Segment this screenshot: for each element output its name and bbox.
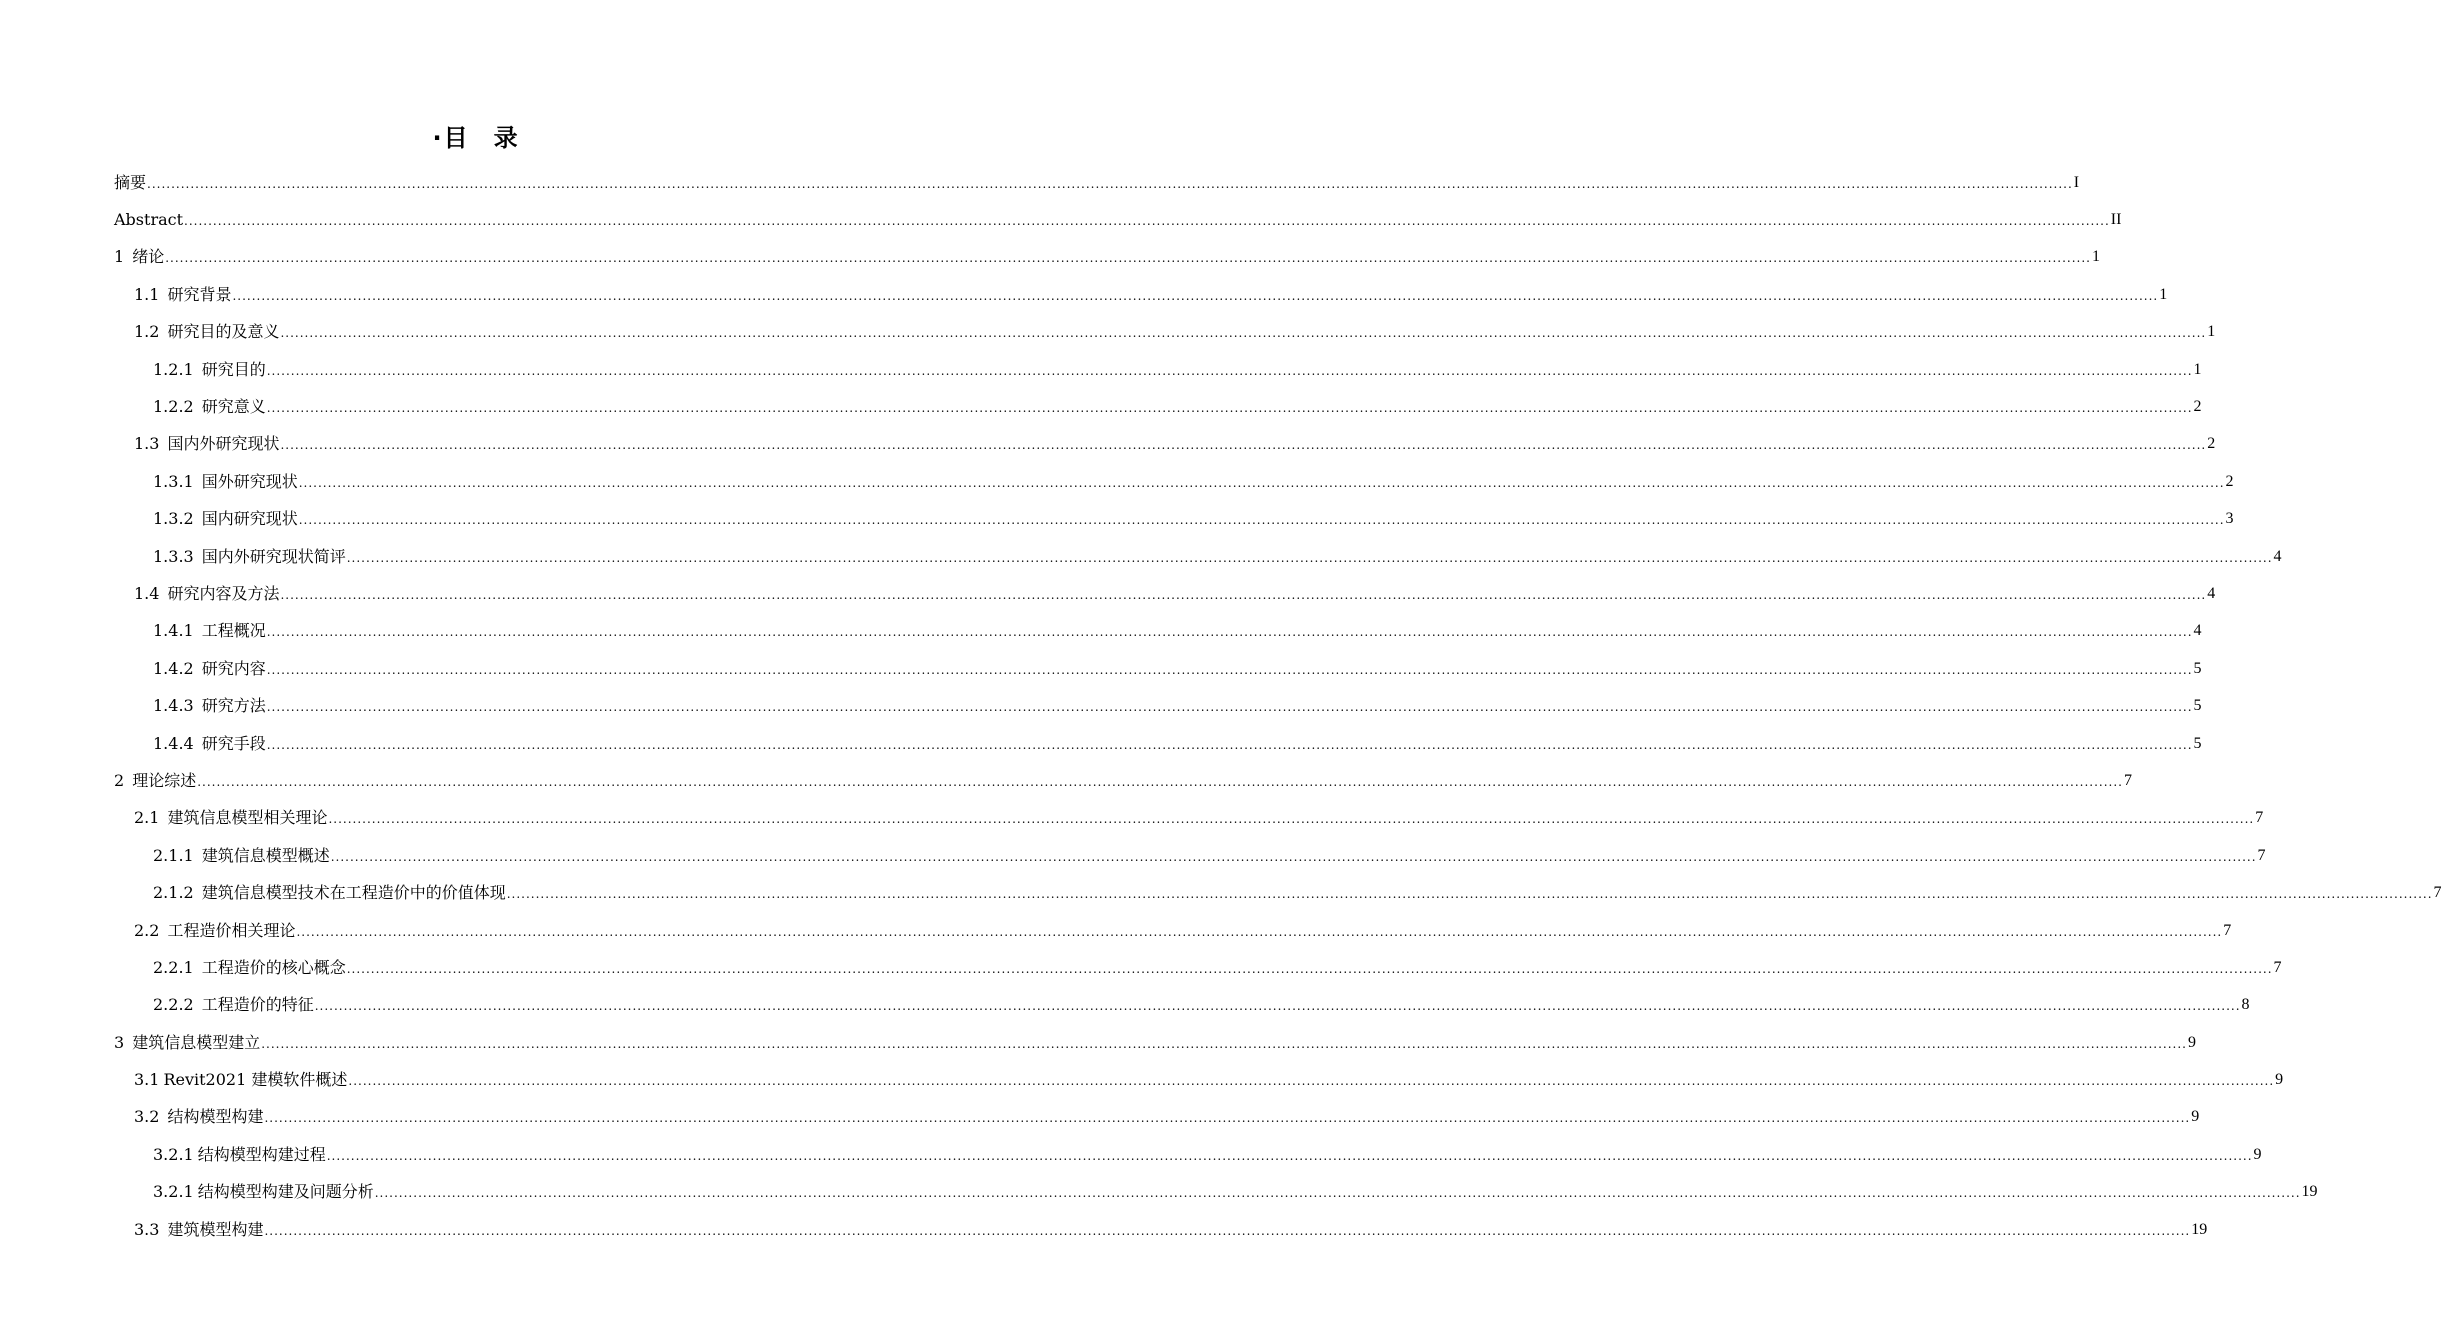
toc-entry-number: 1.4.2 <box>153 658 194 678</box>
toc-entry-page-number: 7 <box>2123 771 2132 789</box>
toc-entry[interactable] <box>0 351 2202 388</box>
toc-entry-number: 1.1 <box>134 284 160 304</box>
toc-dot-leader: ................................................................................................................................................................................................................................................................................................................................................................................................................ <box>314 999 2241 1014</box>
toc-entry-label <box>153 360 266 380</box>
toc-dot-leader: ................................................................................................................................................................................................................................................................................................................................................................................................................ <box>374 1186 2301 1201</box>
toc-entry[interactable] <box>0 239 2100 276</box>
toc-entry-number: 3.2 <box>134 1107 160 1127</box>
toc-dot-leader: ................................................................................................................................................................................................................................................................................................................................................................................................................ <box>266 700 2193 715</box>
toc-entry-number: 2.1 <box>134 808 160 828</box>
toc-entry[interactable] <box>0 575 2216 612</box>
toc-entry-page-number: 9 <box>2275 1071 2284 1089</box>
toc-entry[interactable] <box>0 687 2202 724</box>
toc-entry-label <box>153 696 266 716</box>
toc-entry-title: 建筑信息模型相关理论 <box>167 808 328 828</box>
toc-entry-label <box>134 285 231 305</box>
toc-dot-leader: ................................................................................................................................................................................................................................................................................................................................................................................................................ <box>266 737 2193 752</box>
toc-entry-number: 1.3.3 <box>153 546 194 566</box>
toc-entry-page-number: 7 <box>2255 809 2264 827</box>
toc-entry-title: 工程造价相关理论 <box>167 920 296 940</box>
toc-dot-leader: ................................................................................................................................................................................................................................................................................................................................................................................................................ <box>261 1036 2187 1051</box>
toc-entry-page-number: 9 <box>2187 1033 2196 1051</box>
toc-entry-title: 国外研究现状 <box>201 471 298 491</box>
toc-entry[interactable] <box>0 501 2234 538</box>
toc-dot-leader: ................................................................................................................................................................................................................................................................................................................................................................................................................ <box>266 625 2193 640</box>
toc-entry-number: 1.4.3 <box>153 696 194 716</box>
toc-entry-number: 1 <box>114 247 125 267</box>
toc-entry-number: 2 <box>114 770 125 790</box>
toc-entry-label <box>114 247 164 267</box>
toc-entry-number: 3.1 <box>134 1070 160 1090</box>
toc-entry-label <box>153 659 266 679</box>
toc-entry-number: 3.3 <box>134 1219 160 1239</box>
toc-entry-page-number: 5 <box>2193 659 2202 677</box>
toc-dot-leader: ................................................................................................................................................................................................................................................................................................................................................................................................................ <box>506 887 2433 902</box>
toc-entry-page-number: II <box>2110 211 2122 229</box>
toc-entry[interactable] <box>0 388 2202 425</box>
toc-entry-page-number: 1 <box>2091 248 2100 266</box>
toc-entry-number: 1.3 <box>134 434 160 454</box>
toc-dot-leader: ................................................................................................................................................................................................................................................................................................................................................................................................................ <box>232 288 2159 303</box>
toc-entry-page-number: 2 <box>2225 472 2234 490</box>
toc-entry[interactable] <box>0 762 2132 799</box>
toc-entry[interactable] <box>0 1024 2196 1061</box>
toc-entry-number: 3.2.1 <box>153 1144 194 1164</box>
toc-entry[interactable] <box>0 912 2232 949</box>
toc-entry-page-number: 19 <box>2191 1220 2208 1238</box>
toc-entry-title: 建筑模型构建 <box>167 1219 264 1239</box>
toc-entry-page-number: 1 <box>2193 360 2202 378</box>
toc-entry-page-number: 7 <box>2223 921 2232 939</box>
toc-dot-leader: ................................................................................................................................................................................................................................................................................................................................................................................................................ <box>330 849 2257 864</box>
toc-entry-title: 建筑信息模型建立 <box>132 1032 261 1052</box>
toc-entry-number: 2.1.1 <box>153 845 194 865</box>
toc-entry-label <box>134 434 279 454</box>
toc-dot-leader: ................................................................................................................................................................................................................................................................................................................................................................................................................ <box>328 812 2255 827</box>
toc-dot-leader: ................................................................................................................................................................................................................................................................................................................................................................................................................ <box>184 214 2110 229</box>
toc-entry-label <box>153 995 314 1015</box>
toc-entry[interactable] <box>0 463 2234 500</box>
toc-title-char-2: 录 <box>493 124 518 152</box>
toc-entry-number: 2.1.2 <box>153 883 194 903</box>
toc-entry-title: 研究内容及方法 <box>167 583 280 603</box>
toc-dot-leader: ................................................................................................................................................................................................................................................................................................................................................................................................................ <box>298 475 2225 490</box>
toc-entry-label <box>134 322 279 342</box>
toc-entry-label <box>134 808 327 828</box>
toc-entry[interactable] <box>0 1099 2200 1136</box>
toc-entry-title: 研究方法 <box>201 696 266 716</box>
toc-entry-title: 研究手段 <box>201 733 266 753</box>
toc-entry-label <box>114 1033 260 1053</box>
toc-entry-page-number: 7 <box>2273 958 2282 976</box>
toc-dot-leader: ................................................................................................................................................................................................................................................................................................................................................................................................................ <box>266 662 2193 677</box>
toc-entry-title: 研究内容 <box>201 658 266 678</box>
toc-dot-leader: ................................................................................................................................................................................................................................................................................................................................................................................................................ <box>346 961 2273 976</box>
toc-entry[interactable] <box>0 725 2202 762</box>
toc-dot-leader: ................................................................................................................................................................................................................................................................................................................................................................................................................ <box>264 1223 2191 1238</box>
toc-entry[interactable] <box>0 1136 2262 1173</box>
toc-entry[interactable] <box>0 314 2216 351</box>
toc-entry[interactable] <box>0 874 2442 911</box>
toc-entry-page-number: 4 <box>2207 584 2216 602</box>
toc-entry-page-number: 8 <box>2241 996 2250 1014</box>
toc-entry[interactable] <box>0 800 2264 837</box>
toc-entry-title: 研究目的 <box>201 359 266 379</box>
toc-entry-title: 建筑信息模型概述 <box>201 845 330 865</box>
toc-entry[interactable] <box>0 837 2266 874</box>
toc-entry-title: 国内外研究现状 <box>167 434 280 454</box>
toc-entry-page-number: 3 <box>2225 510 2234 528</box>
toc-dot-leader: ................................................................................................................................................................................................................................................................................................................................................................................................................ <box>266 363 2193 378</box>
toc-dot-leader: ................................................................................................................................................................................................................................................................................................................................................................................................................ <box>147 176 2073 191</box>
toc-entry-page-number: 5 <box>2193 697 2202 715</box>
toc-title-dot: · <box>432 124 442 152</box>
toc-dot-leader: ................................................................................................................................................................................................................................................................................................................................................................................................................ <box>326 1148 2253 1163</box>
toc-entry-page-number: 4 <box>2273 547 2282 565</box>
toc-entry-title: 绪论 <box>132 247 165 267</box>
toc-entry-label <box>114 173 146 193</box>
toc-entry-title: 建筑信息模型技术在工程造价中的价值体现 <box>201 883 506 903</box>
toc-entry-page-number: 9 <box>2253 1145 2262 1163</box>
toc-entry-label <box>153 846 330 866</box>
toc-entry-page-number: 1 <box>2159 285 2168 303</box>
toc-entry-label <box>153 621 266 641</box>
toc-title-char-1: 目 <box>443 124 468 152</box>
toc-entry-number: 2.2.1 <box>153 957 194 977</box>
toc-entry-title: 结构模型构建及问题分析 <box>197 1182 374 1202</box>
toc-entry[interactable] <box>0 1061 2284 1098</box>
toc-entry-label <box>153 1145 326 1165</box>
toc-entry-label <box>134 584 279 604</box>
toc-entry-label <box>153 958 346 978</box>
toc-entry-title: 工程造价的核心概念 <box>201 957 346 977</box>
toc-dot-leader: ................................................................................................................................................................................................................................................................................................................................................................................................................ <box>197 774 2123 789</box>
toc-entry[interactable] <box>0 276 2168 313</box>
toc-entry-page-number: 7 <box>2433 884 2442 902</box>
toc-entry-number: 1.4.1 <box>153 621 194 641</box>
toc-entry-label <box>134 921 295 941</box>
toc-entry-page-number: I <box>2073 173 2080 191</box>
toc-dot-leader: ................................................................................................................................................................................................................................................................................................................................................................................................................ <box>264 1111 2191 1126</box>
toc-entry-title: 结构模型构建 <box>167 1107 264 1127</box>
toc-entry-label <box>153 547 346 567</box>
toc-dot-leader: ................................................................................................................................................................................................................................................................................................................................................................................................................ <box>348 1074 2275 1089</box>
toc-entry-title: 研究意义 <box>201 397 266 417</box>
toc-entry-number: 1.2.1 <box>153 359 194 379</box>
toc-entry-number: 1.4 <box>134 583 160 603</box>
toc-entry-number: 2.2.2 <box>153 995 194 1015</box>
toc-entry-number: 3.2.1 <box>153 1182 194 1202</box>
toc-entry-title: 工程造价的特征 <box>201 995 314 1015</box>
toc-entry-label <box>134 1220 263 1240</box>
toc-entry-page-number: 4 <box>2193 622 2202 640</box>
toc-entry-page-number: 1 <box>2207 323 2216 341</box>
toc-entry-number: 3 <box>114 1032 125 1052</box>
toc-dot-leader: ................................................................................................................................................................................................................................................................................................................................................................................................................ <box>280 326 2207 341</box>
toc-entry-title: 研究目的及意义 <box>167 322 280 342</box>
toc-entry-title: 研究背景 <box>167 284 232 304</box>
toc-entry-title: 工程概况 <box>201 621 266 641</box>
toc-list <box>0 164 2442 1248</box>
toc-entry-label <box>114 210 183 230</box>
toc-entry-title: Revit2021 建模软件概述 <box>163 1070 348 1090</box>
toc-title <box>0 120 950 156</box>
toc-entry-page-number: 9 <box>2191 1108 2200 1126</box>
toc-entry[interactable] <box>0 613 2202 650</box>
toc-dot-leader: ................................................................................................................................................................................................................................................................................................................................................................................................................ <box>280 587 2207 602</box>
toc-dot-leader: ................................................................................................................................................................................................................................................................................................................................................................................................................ <box>346 550 2273 565</box>
toc-entry[interactable] <box>0 201 2122 238</box>
toc-dot-leader: ................................................................................................................................................................................................................................................................................................................................................................................................................ <box>280 438 2207 453</box>
toc-entry-page-number: 2 <box>2207 435 2216 453</box>
toc-entry[interactable] <box>0 650 2202 687</box>
toc-dot-leader: ................................................................................................................................................................................................................................................................................................................................................................................................................ <box>296 924 2223 939</box>
toc-entry-number: 1.4.4 <box>153 733 194 753</box>
toc-entry[interactable] <box>0 987 2250 1024</box>
toc-entry-label <box>153 397 266 417</box>
toc-dot-leader: ................................................................................................................................................................................................................................................................................................................................................................................................................ <box>165 251 2091 266</box>
toc-entry-page-number: 2 <box>2193 398 2202 416</box>
toc-entry[interactable] <box>0 949 2282 986</box>
toc-entry-number: 1.3.1 <box>153 471 194 491</box>
toc-entry-title: 理论综述 <box>132 770 197 790</box>
toc-entry-label <box>153 734 266 754</box>
toc-entry-label <box>153 472 298 492</box>
toc-entry-title: 国内研究现状 <box>201 509 298 529</box>
toc-entry[interactable] <box>0 164 2080 201</box>
toc-entry-label <box>114 771 196 791</box>
toc-entry-label <box>153 1182 374 1202</box>
toc-entry-title: 结构模型构建过程 <box>197 1144 326 1164</box>
toc-entry-number: 1.3.2 <box>153 509 194 529</box>
toc-entry-number: 1.2.2 <box>153 397 194 417</box>
toc-dot-leader: ................................................................................................................................................................................................................................................................................................................................................................................................................ <box>298 513 2225 528</box>
toc-entry-title: 国内外研究现状简评 <box>201 546 346 566</box>
toc-entry-title: Abstract <box>114 210 184 230</box>
toc-dot-leader: ................................................................................................................................................................................................................................................................................................................................................................................................................ <box>266 401 2193 416</box>
toc-entry-label <box>134 1070 347 1090</box>
toc-entry[interactable] <box>0 426 2216 463</box>
toc-entry-label <box>153 883 506 903</box>
toc-entry-title: 摘要 <box>114 172 147 192</box>
toc-entry[interactable] <box>0 1211 2208 1248</box>
toc-entry[interactable] <box>0 538 2282 575</box>
toc-entry-number: 2.2 <box>134 920 160 940</box>
toc-entry-label <box>153 509 298 529</box>
toc-entry-page-number: 19 <box>2301 1183 2318 1201</box>
toc-entry-page-number: 5 <box>2193 734 2202 752</box>
toc-entry-number: 1.2 <box>134 322 160 342</box>
toc-entry-page-number: 7 <box>2257 846 2266 864</box>
toc-entry-label <box>134 1107 263 1127</box>
toc-entry[interactable] <box>0 1174 2318 1211</box>
